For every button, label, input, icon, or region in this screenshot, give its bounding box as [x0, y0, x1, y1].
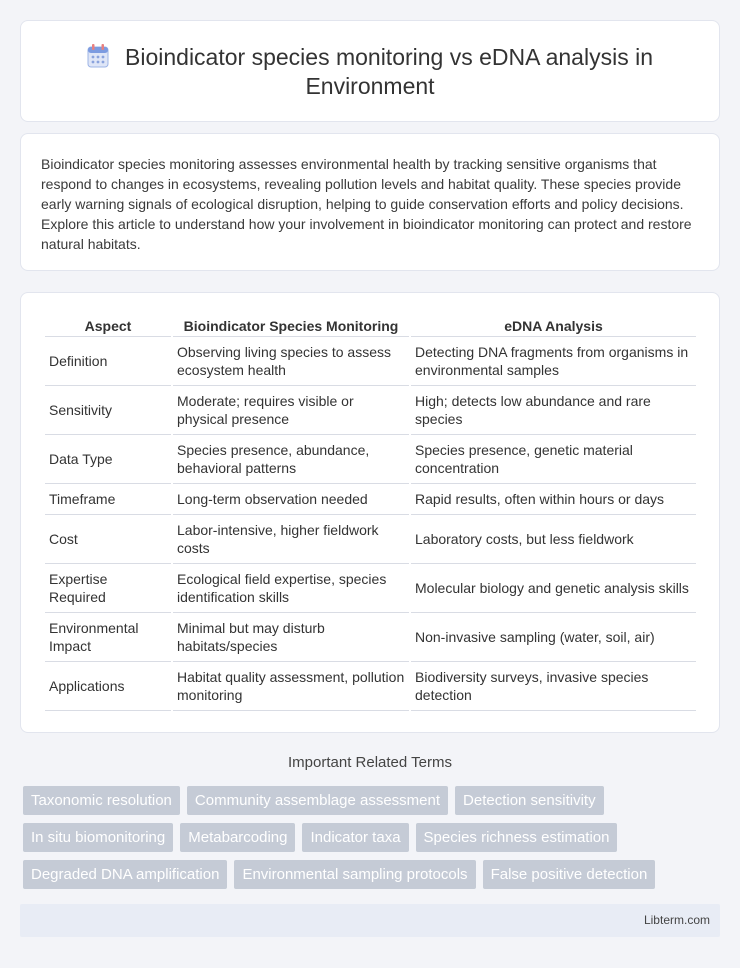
header-bioindicator: Bioindicator Species Monitoring: [173, 315, 409, 337]
cell-bioindicator: Species presence, abundance, behavioral patterns: [173, 435, 409, 484]
intro-text: Bioindicator species monitoring assesses environmental health by tracking sensitive organisms that respond to changes in ecosystems, revealing pollution levels and habitat quality. These species provide early warning signals of ecological disruption, helping to guide conservation efforts and policy decisions. Explore this article to understand how your involvement in bioindicator monitoring can protect and restore natural habitats.: [41, 156, 692, 252]
tag-species-richness-estimation[interactable]: Species richness estimation: [416, 823, 618, 852]
cell-aspect: Environmental Impact: [45, 613, 171, 662]
tag-false-positive-detection[interactable]: False positive detection: [483, 860, 656, 889]
comparison-table: [43, 315, 698, 711]
cell-bioindicator: Habitat quality assessment, pollution monitoring: [173, 662, 409, 711]
cell-bioindicator: Ecological field expertise, species identification skills: [173, 564, 409, 613]
title-card: [20, 20, 720, 122]
comparison-table-card: [20, 292, 720, 733]
table-row: [45, 662, 696, 711]
intro-card: [20, 133, 720, 271]
table-row: [45, 515, 696, 564]
table-header-row: [45, 315, 696, 337]
page-title-wrap: [21, 43, 719, 101]
tag-row: [23, 860, 723, 889]
tag-environmental-sampling-protocols[interactable]: Environmental sampling protocols: [234, 860, 475, 889]
cell-aspect: Timeframe: [45, 484, 171, 515]
tag-metabarcoding[interactable]: Metabarcoding: [180, 823, 295, 852]
tag-row: [23, 786, 723, 815]
header-aspect: Aspect: [45, 315, 171, 337]
table-row: [45, 386, 696, 435]
table-row: [45, 484, 696, 515]
cell-aspect: Cost: [45, 515, 171, 564]
tag-in-situ-biomonitoring[interactable]: In situ biomonitoring: [23, 823, 173, 852]
table-row: [45, 613, 696, 662]
cell-edna: Biodiversity surveys, invasive species detection: [411, 662, 696, 711]
table-row: [45, 337, 696, 386]
table-row: [45, 564, 696, 613]
cell-edna: Molecular biology and genetic analysis skills: [411, 564, 696, 613]
cell-edna: Non-invasive sampling (water, soil, air): [411, 613, 696, 662]
tag-community-assemblage-assessment[interactable]: Community assemblage assessment: [187, 786, 448, 815]
cell-edna: High; detects low abundance and rare species: [411, 386, 696, 435]
footer: [20, 904, 720, 937]
cell-bioindicator: Observing living species to assess ecosystem health: [173, 337, 409, 386]
tag-degraded-dna-amplification[interactable]: Degraded DNA amplification: [23, 860, 227, 889]
cell-aspect: Data Type: [45, 435, 171, 484]
cell-aspect: Applications: [45, 662, 171, 711]
cell-aspect: Sensitivity: [45, 386, 171, 435]
cell-edna: Species presence, genetic material concentration: [411, 435, 696, 484]
cell-edna: Rapid results, often within hours or days: [411, 484, 696, 515]
cell-bioindicator: Moderate; requires visible or physical presence: [173, 386, 409, 435]
cell-aspect: Definition: [45, 337, 171, 386]
cell-aspect: Expertise Required: [45, 564, 171, 613]
footer-site-link[interactable]: Libterm.com: [643, 913, 710, 927]
tag-row: [23, 823, 723, 852]
related-terms-tags: [23, 786, 723, 897]
calendar-icon: [87, 44, 109, 68]
cell-edna: Laboratory costs, but less fieldwork: [411, 515, 696, 564]
tag-indicator-taxa[interactable]: Indicator taxa: [302, 823, 408, 852]
cell-bioindicator: Minimal but may disturb habitats/species: [173, 613, 409, 662]
page-title: Bioindicator species monitoring vs eDNA analysis in Environment: [125, 44, 653, 99]
tag-taxonomic-resolution[interactable]: Taxonomic resolution: [23, 786, 180, 815]
header-edna: eDNA Analysis: [411, 315, 696, 337]
cell-bioindicator: Labor-intensive, higher fieldwork costs: [173, 515, 409, 564]
cell-bioindicator: Long-term observation needed: [173, 484, 409, 515]
tag-detection-sensitivity[interactable]: Detection sensitivity: [455, 786, 604, 815]
related-terms-heading: Important Related Terms: [288, 754, 452, 771]
table-row: [45, 435, 696, 484]
cell-edna: Detecting DNA fragments from organisms in environmental samples: [411, 337, 696, 386]
